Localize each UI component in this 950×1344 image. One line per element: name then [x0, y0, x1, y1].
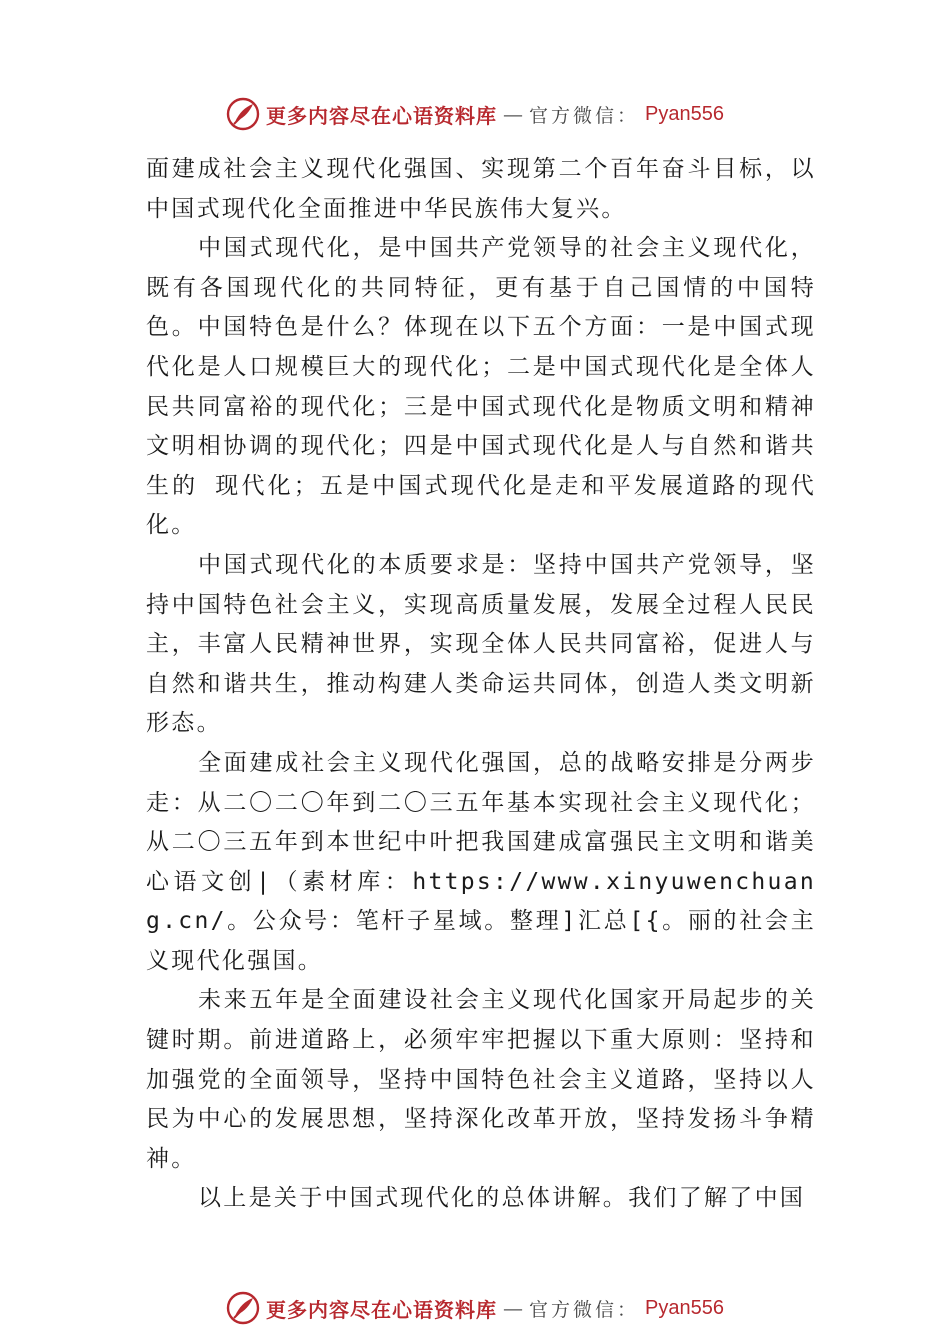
footer-watermark: [0, 1288, 950, 1328]
paragraph-5: 未来五年是全面建设社会主义现代化国家开局起步的关键时期。前进道路上，必须牢牢把握以下重大原则：坚持和加强党的全面领导，坚持中国特色社会主义道路，坚持以人民为中心的发展思想，坚持深化改革开放，坚持发扬斗争精神。: [146, 987, 816, 1172]
paragraph-4: 全面建成社会主义现代化强国，总的战略安排是分两步走：从二〇二〇年到二〇三五年基本实现社会主义现代化；从二〇三五年到本世纪中叶把我国建成富强民主文明和谐美心语文创|（素材库：https://www.xinyuwenchuang.cn/。公众号：笔杆子星域。整理]汇总[{。丽的社会主义现代化强国。: [146, 749, 816, 974]
paragraph-2: 中国式现代化，是中国共产党领导的社会主义现代化，既有各国现代化的共同特征，更有基于自己国情的中国特色。中国特色是什么？体现在以下五个方面：一是中国式现代化是人口规模巨大的现代化；二是中国式现代化是全体人民共同富裕的现代化；三是中国式现代化是物质文明和精神文明相协调的现代化；四是中国式现代化是人与自然和谐共生的 现代化；五是中国式现代化是走和平发展道路的现代化。: [146, 235, 816, 539]
paragraph-3: 中国式现代化的本质要求是：坚持中国共产党领导，坚持中国特色社会主义，实现高质量发展，发展全过程人民民主，丰富人民精神世界，实现全体人民共同富裕，促进人与自然和谐共生，推动构建人类命运共同体，创造人类文明新形态。: [146, 551, 816, 737]
watermark-main-text: 更多内容尽在心语资料库: [266, 1297, 497, 1322]
watermark-dash: —: [503, 102, 523, 126]
watermark-wechat-id: Pyan556: [645, 1296, 724, 1319]
watermark-wechat-label: 官方微信：: [529, 1298, 640, 1321]
quill-logo-icon: [226, 1291, 260, 1325]
quill-logo-icon: [226, 97, 260, 131]
watermark-dash: —: [503, 1296, 523, 1320]
paragraph-6: 以上是关于中国式现代化的总体讲解。我们了解了中国: [198, 1185, 806, 1212]
paragraph-1: 面建成社会主义现代化强国、实现第二个百年奋斗目标，以中国式现代化全面推进中华民族伟大复兴。: [146, 156, 816, 222]
watermark-wechat-label: 官方微信：: [529, 104, 640, 127]
watermark-wechat-id: Pyan556: [645, 102, 724, 125]
document-body: [146, 150, 816, 1219]
header-watermark: [0, 94, 950, 134]
watermark-main-text: 更多内容尽在心语资料库: [266, 103, 497, 128]
